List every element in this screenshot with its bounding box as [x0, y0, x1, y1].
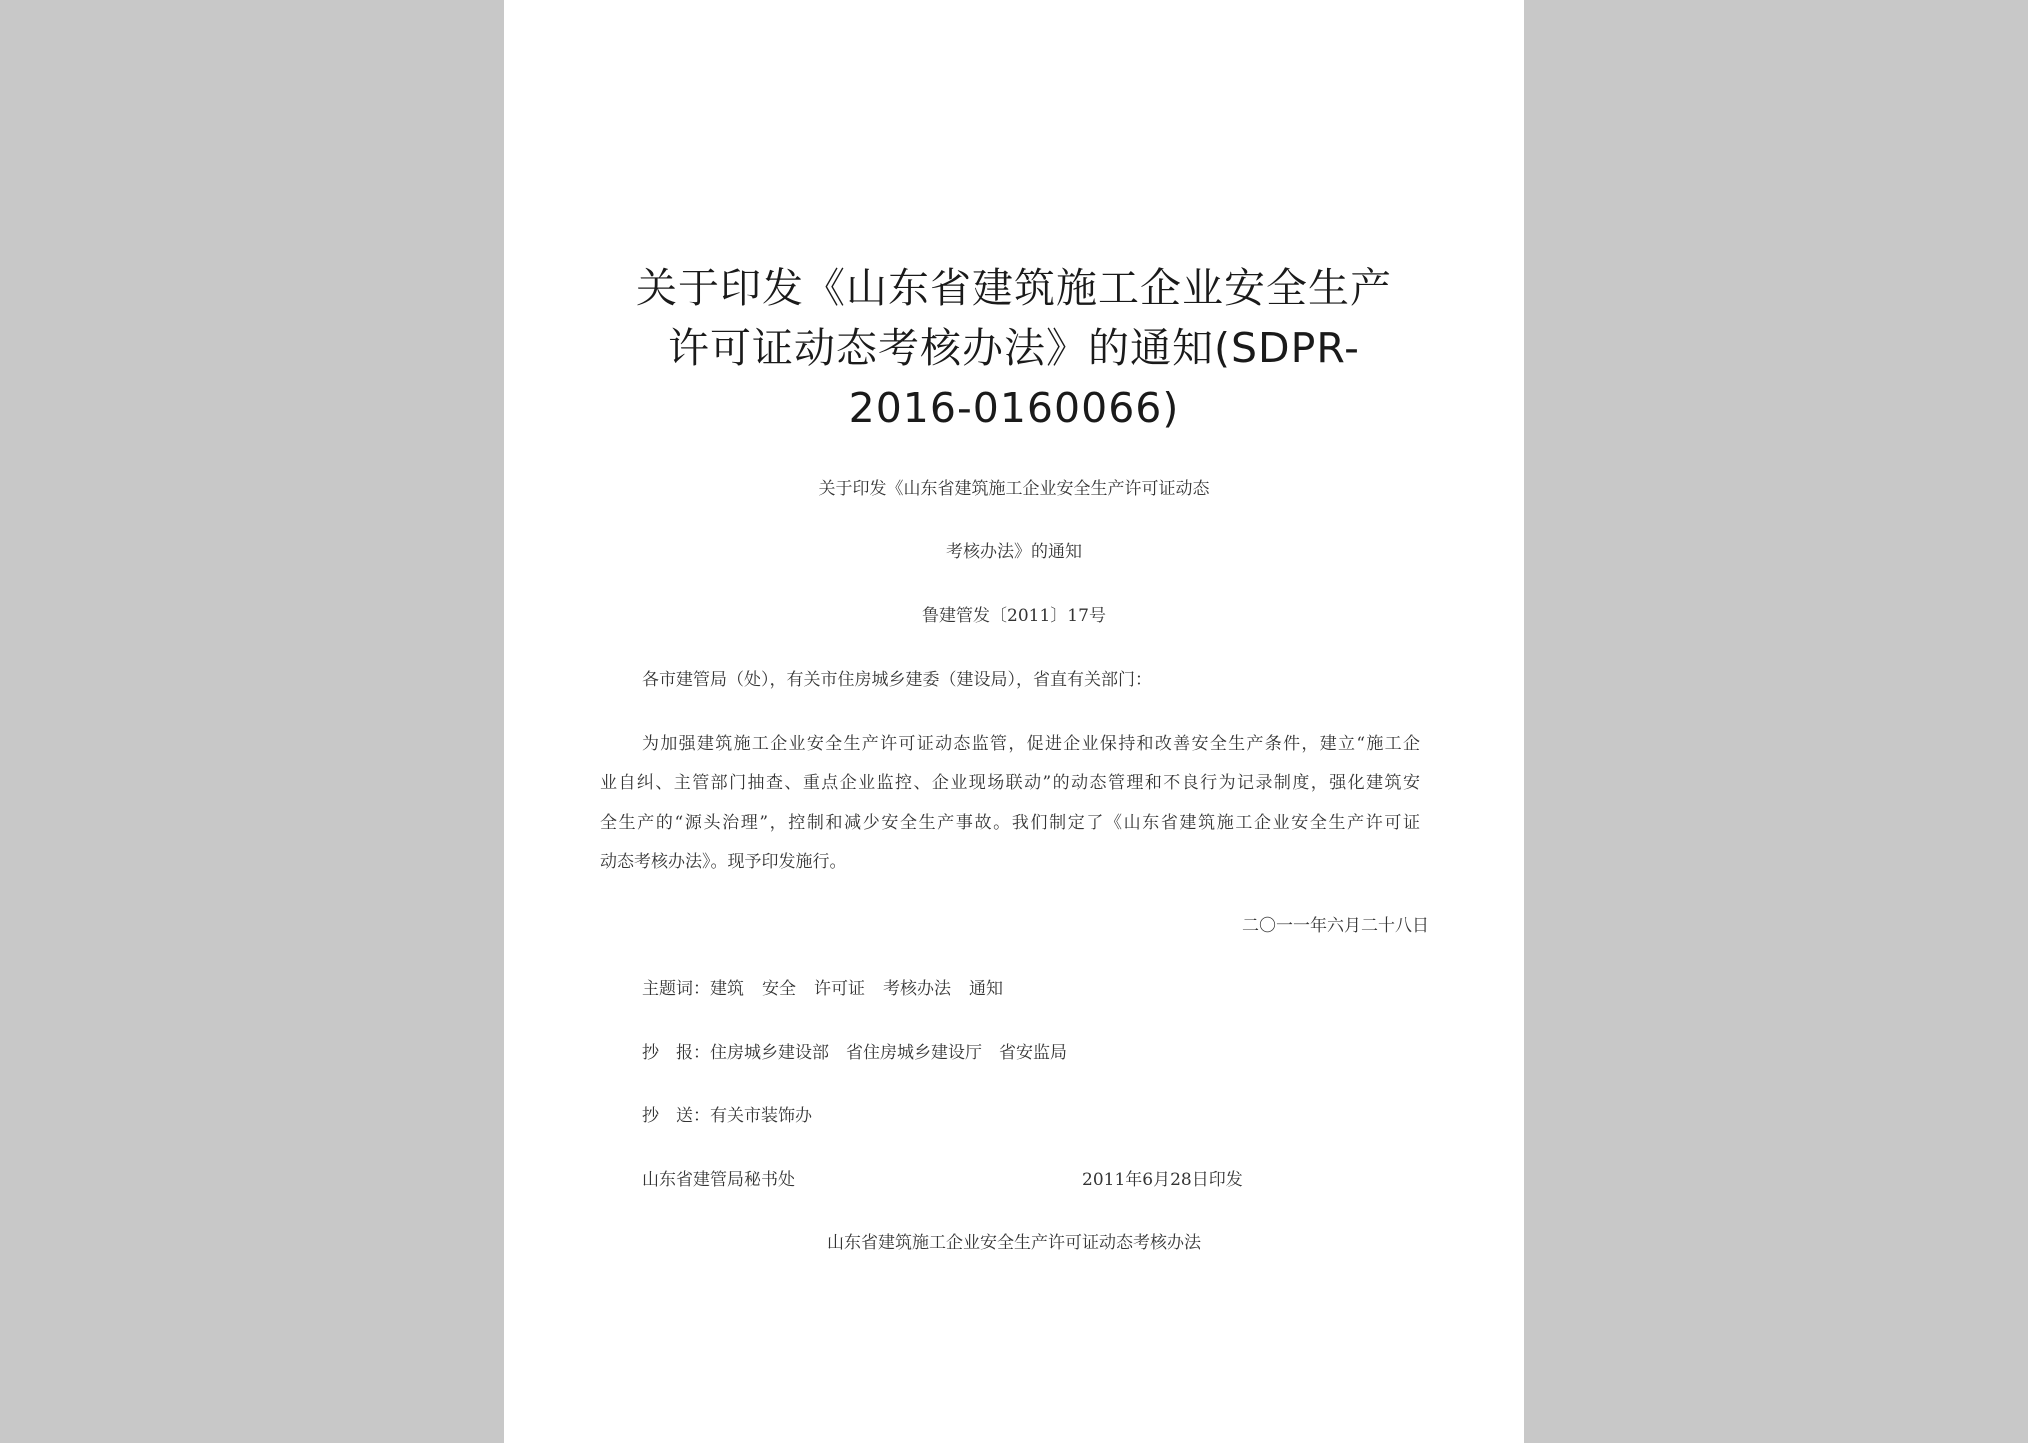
body-line-2: 业自纠、主管部门抽查、重点企业监控、企业现场联动”的动态管理和不良行为记录制度，强化建筑安	[600, 773, 1420, 793]
keyword: 安全	[762, 979, 796, 999]
title-line-2: 许可证动态考核办法》的通知(SDPR-	[668, 324, 1360, 372]
appendix-title: 山东省建筑施工企业安全生产许可证动态考核办法	[827, 1233, 1201, 1253]
keyword: 考核办法	[883, 979, 951, 999]
body-line-1: 为加强建筑施工企业安全生产许可证动态监管，促进企业保持和改善安全生产条件，建立“施工企	[642, 734, 1420, 754]
notice-heading-line-2: 考核办法》的通知	[946, 542, 1082, 562]
print-date: 2011年6月28日印发	[1082, 1170, 1243, 1190]
keywords	[642, 974, 1021, 999]
keyword: 通知	[969, 979, 1003, 999]
keyword: 建筑	[710, 979, 744, 999]
keyword: 许可证	[814, 979, 865, 999]
issuer: 山东省建管局秘书处	[642, 1170, 795, 1190]
document-number: 鲁建管发〔2011〕17号	[922, 606, 1106, 626]
keywords-label: 主题词：	[642, 979, 710, 999]
document-page	[504, 0, 1524, 1443]
title-line-1: 关于印发《山东省建筑施工企业安全生产	[636, 264, 1392, 312]
document-title	[604, 258, 1424, 438]
title-line-3: 2016-0160066)	[848, 384, 1180, 432]
document-date: 二〇一一年六月二十八日	[1242, 916, 1429, 936]
notice-heading-line-1: 关于印发《山东省建筑施工企业安全生产许可证动态	[818, 479, 1210, 499]
body-line-3: 全生产的“源头治理”，控制和减少安全生产事故。我们制定了《山东省建筑施工企业安全生产许可证	[600, 813, 1420, 833]
cc-report: 抄 报：住房城乡建设部 省住房城乡建设厅 省安监局	[642, 1043, 1067, 1063]
body-line-4: 动态考核办法》。现予印发施行。	[600, 852, 847, 872]
cc-send: 抄 送：有关市装饰办	[642, 1106, 812, 1126]
addressee: 各市建管局（处），有关市住房城乡建委（建设局），省直有关部门：	[642, 670, 1152, 690]
